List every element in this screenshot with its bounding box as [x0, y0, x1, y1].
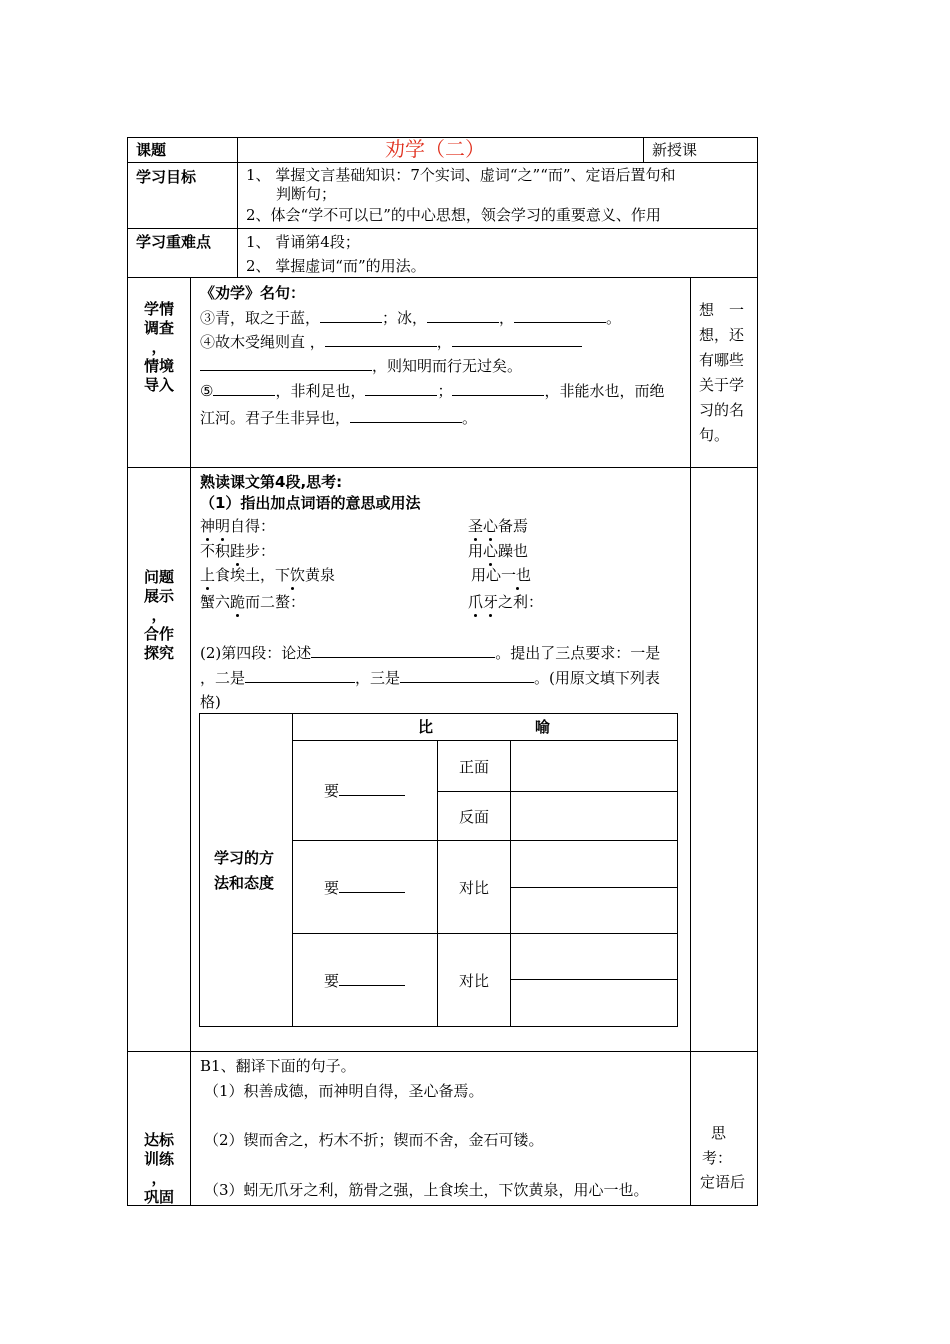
table-left-label-2: 法和态度 — [214, 874, 275, 892]
section3-side-2: 考： — [702, 1149, 733, 1167]
sentence-3: （3）蚓无爪牙之利，筋骨之强，上食埃土，下饮黄泉，用心一也。 — [204, 1181, 649, 1199]
row1-requirement: 要 — [324, 781, 405, 801]
quote-4: ④故木受绳则直 ， ， — [200, 332, 582, 352]
section3-side-1: 思 — [711, 1124, 727, 1142]
emphasis-dot — [236, 563, 239, 566]
word-item: 用心躁也 — [468, 542, 529, 560]
emphasis-dot — [206, 587, 209, 590]
word-item: 不积跬步： — [200, 542, 276, 560]
goals-line-2: 判断句； — [276, 185, 337, 203]
exercise-heading: B1、翻译下面的句子。 — [200, 1057, 356, 1075]
section2-heading: 熟读课文第4段,思考: — [200, 473, 343, 491]
row2-compare: 对比 — [459, 879, 490, 897]
emphasis-dot — [489, 538, 492, 541]
section2-sub1: （1）指出加点词语的意思或用法 — [200, 494, 421, 512]
emphasis-dot — [291, 587, 294, 590]
sentence-1: （1）积善成德，而神明自得，圣心备焉。 — [204, 1082, 484, 1100]
topic-label: 课题 — [136, 141, 167, 159]
row1-negative: 反面 — [459, 808, 490, 826]
lesson-type: 新授课 — [652, 141, 698, 159]
word-item: 爪牙之利： — [468, 593, 544, 611]
emphasis-dot — [516, 587, 519, 590]
goals-line-3: 2、体会“学不可以已”的中心思想，领会学习的重要意义、作用 — [246, 206, 661, 224]
row1-positive: 正面 — [459, 758, 490, 776]
row2-requirement: 要 — [324, 878, 405, 898]
goals-label: 学习目标 — [136, 168, 197, 186]
goals-line-1: 1、 掌握文言基础知识：7个实词、虚词“之”“而”、定语后置句和 — [246, 166, 676, 184]
sentence-2: （2）锲而舍之，朽木不折；锲而不舍，金石可镂。 — [204, 1131, 544, 1149]
word-item: 用心一也 — [471, 566, 532, 584]
key-point-1: 1、 背诵第4段； — [246, 233, 360, 251]
section2-sub2-line1: (2)第四段：论述 。提出了三点要求：一是 — [200, 644, 661, 662]
section2-sub2-line3: 格) — [200, 693, 221, 711]
emphasis-dot — [474, 538, 477, 541]
section2-sub2-line2: ，二是 ，三是 。(用原文填下列表 — [200, 669, 660, 687]
section1-label: 学情 调查 ， 情境 导入 — [143, 300, 174, 394]
key-points-label: 学习重难点 — [136, 233, 212, 251]
emphasis-dot — [206, 538, 209, 541]
table-head-yu: 喻 — [535, 718, 551, 736]
section3-side-3: 定语后 — [700, 1173, 746, 1191]
quote-5: ⑤ ，非利足也， ； ，非能水也，而绝 — [200, 382, 665, 400]
section2-label: 问题 展示 ， 合作 探究 — [143, 568, 174, 662]
famous-quotes-heading: 《劝学》名句： — [200, 284, 306, 302]
emphasis-dot — [474, 614, 477, 617]
quote-5-cont: 江河。君子生非异也， 。 — [200, 409, 478, 427]
table-head-bi: 比 — [418, 718, 434, 736]
quote-4-cont: ，则知明而行无过矣。 — [200, 356, 522, 376]
key-point-2: 2、 掌握虚词“而”的用法。 — [246, 257, 426, 275]
quote-3: ③青，取之于蓝， ；冰， ， 。 — [200, 309, 622, 327]
table-left-label-1: 学习的方 — [214, 849, 275, 867]
word-item: 上食埃土，下饮黄泉 — [200, 566, 336, 584]
page-title: 劝学（二） — [385, 137, 485, 161]
emphasis-dot — [221, 538, 224, 541]
word-item: 蟹六跪而二螯： — [200, 593, 306, 611]
section1-side-note: 想 一 想，还 有哪些 关于学 习的名 句。 — [699, 301, 745, 444]
row3-requirement: 要 — [324, 971, 405, 991]
emphasis-dot — [489, 614, 492, 617]
row3-compare: 对比 — [459, 972, 490, 990]
word-item: 神明自得： — [200, 517, 276, 535]
emphasis-dot — [236, 614, 239, 617]
emphasis-dot — [489, 563, 492, 566]
word-item: 圣心备焉 — [468, 517, 529, 535]
section3-label: 达标 训练 ， 巩固 — [143, 1131, 174, 1206]
